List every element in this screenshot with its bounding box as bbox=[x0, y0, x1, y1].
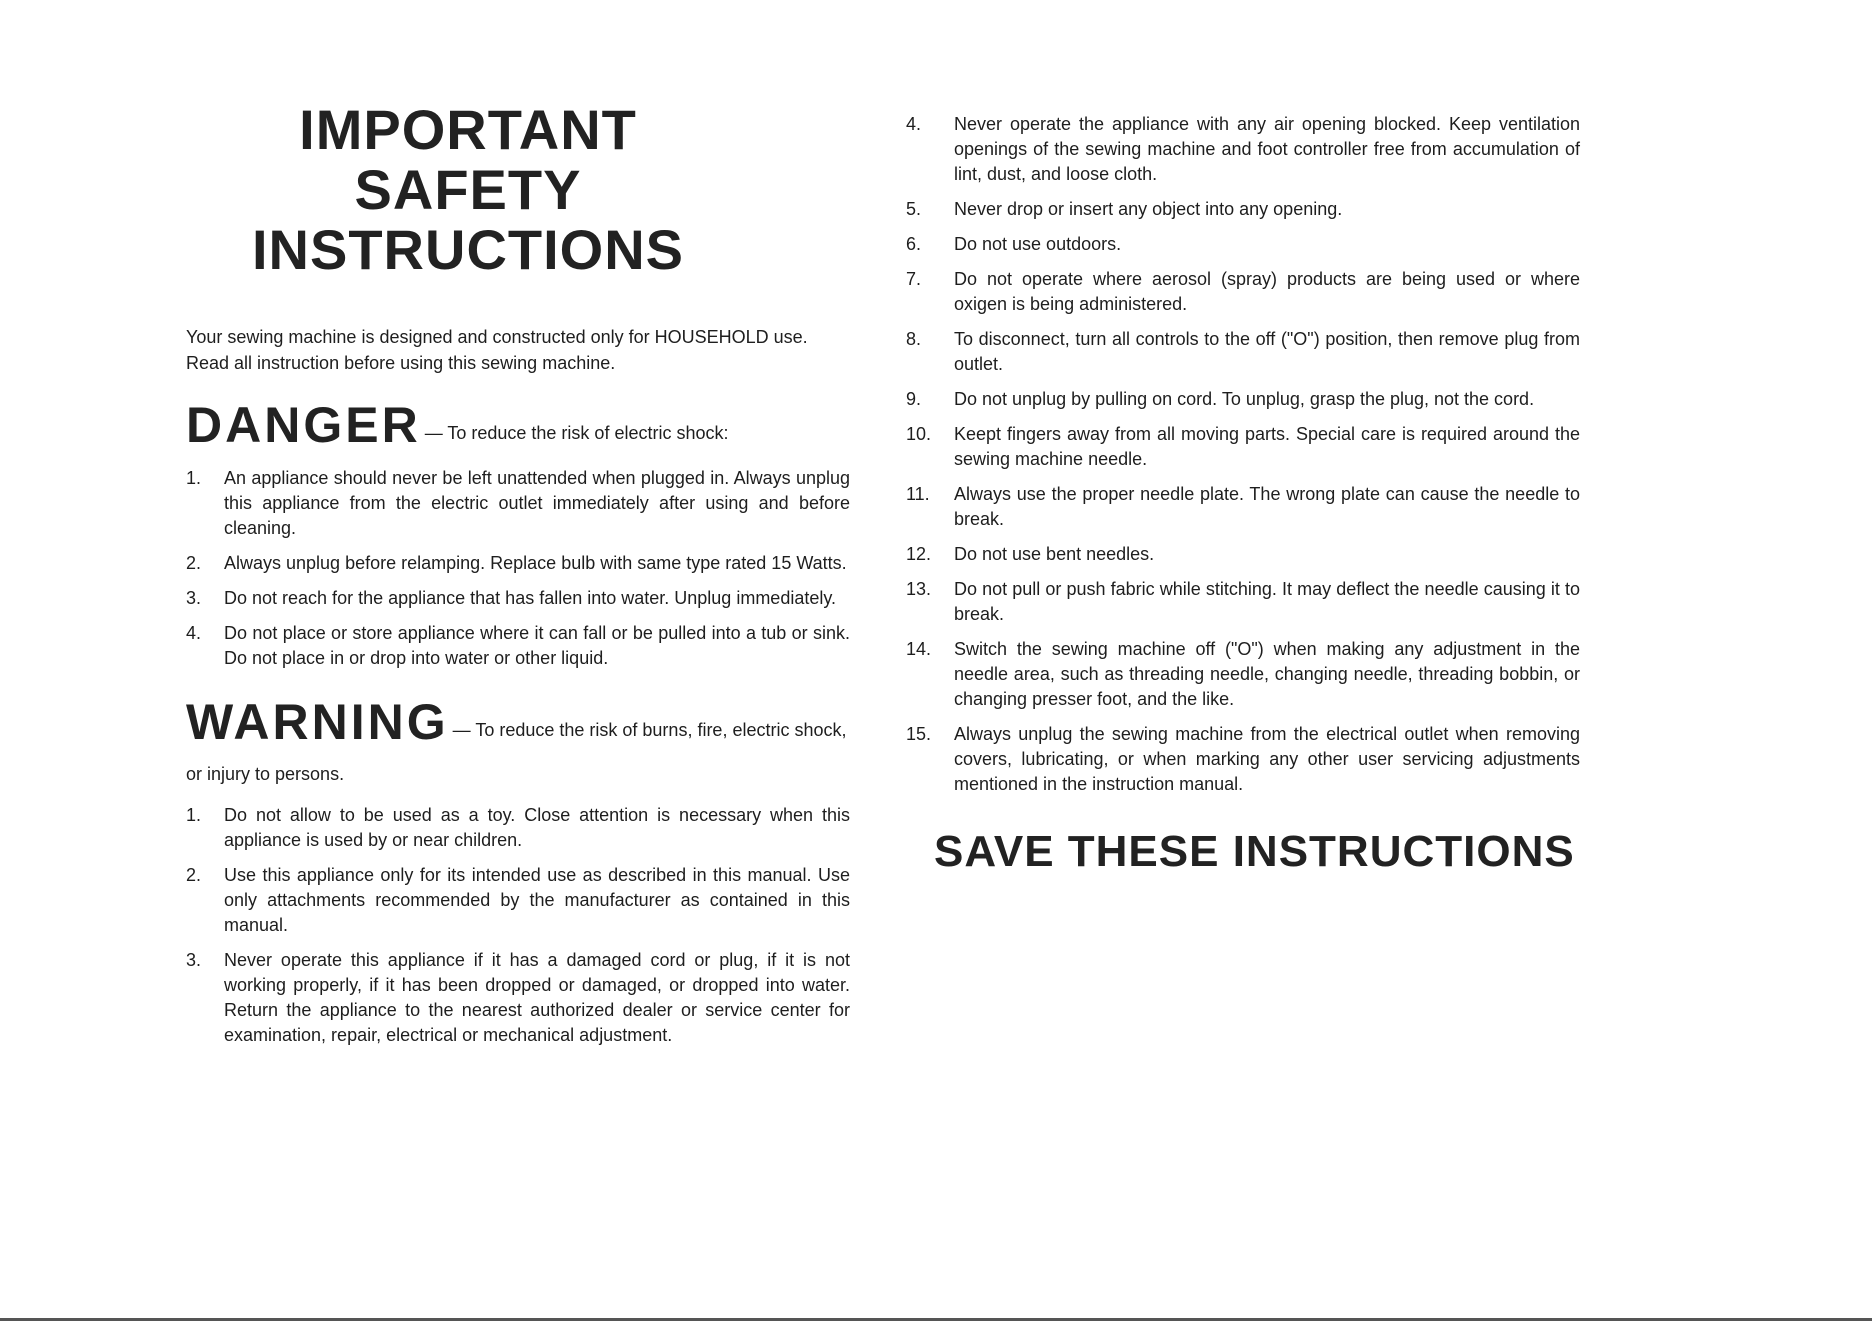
item-number: 8. bbox=[906, 329, 922, 349]
item-number: 3. bbox=[186, 588, 202, 608]
item-number: 14. bbox=[906, 639, 932, 659]
item-text: Use this appliance only for its intended use as described in this manual. Use only attachments recommended by the manufacturer as contained in this manual. bbox=[224, 865, 850, 935]
item-text: Do not operate where aerosol (spray) products are being used or where oxigen is being administered. bbox=[954, 269, 1580, 314]
danger-heading bbox=[186, 397, 850, 453]
item-text: Do not use outdoors. bbox=[954, 234, 1122, 254]
warning-section bbox=[186, 694, 850, 1048]
bottom-edge-line bbox=[0, 1318, 1872, 1321]
list-item bbox=[186, 586, 850, 611]
danger-list bbox=[186, 466, 850, 671]
item-text: Keept fingers away from all moving parts. Special care is required around the sewing machine needle. bbox=[954, 424, 1580, 469]
list-item bbox=[906, 112, 1580, 187]
item-number: 13. bbox=[906, 579, 932, 599]
intro-line-2: Read all instruction before using this sewing machine. bbox=[186, 353, 616, 373]
item-number: 4. bbox=[906, 114, 922, 134]
list-item bbox=[186, 621, 850, 671]
list-item bbox=[906, 387, 1580, 412]
danger-word: DANGER bbox=[186, 397, 421, 453]
warning-list-continued bbox=[906, 112, 1580, 797]
right-column bbox=[906, 112, 1580, 877]
save-instructions-heading: SAVE THESE INSTRUCTIONS bbox=[934, 827, 1575, 876]
list-item bbox=[906, 232, 1580, 257]
list-item bbox=[906, 197, 1580, 222]
item-number: 6. bbox=[906, 234, 922, 254]
list-item bbox=[186, 466, 850, 541]
warning-heading bbox=[186, 694, 850, 750]
item-text: Do not allow to be used as a toy. Close attention is necessary when this appliance is used by or near children. bbox=[224, 805, 850, 850]
title-line-2: INSTRUCTIONS bbox=[252, 218, 684, 281]
item-text: An appliance should never be left unattended when plugged in. Always unplug this appliance from the electric outlet immediately after using and before cleaning. bbox=[224, 468, 850, 538]
danger-subtitle: — To reduce the risk of electric shock: bbox=[424, 423, 729, 443]
list-item bbox=[186, 551, 850, 576]
warning-subtitle: — To reduce the risk of burns, fire, electric shock, bbox=[452, 720, 847, 740]
list-item bbox=[906, 422, 1580, 472]
item-number: 15. bbox=[906, 724, 932, 744]
warning-word: WARNING bbox=[186, 694, 449, 750]
page-title bbox=[228, 100, 708, 280]
warning-subtitle-continued: or injury to persons. bbox=[186, 764, 345, 784]
list-item bbox=[906, 577, 1580, 627]
item-text: Always unplug before relamping. Replace bulb with same type rated 15 Watts. bbox=[224, 553, 847, 573]
list-item bbox=[906, 542, 1580, 567]
item-text: Do not place or store appliance where it can fall or be pulled into a tub or sink. Do not place in or drop into water or other liquid. bbox=[224, 623, 850, 668]
item-number: 2. bbox=[186, 865, 202, 885]
danger-section bbox=[186, 397, 850, 671]
item-text: Never drop or insert any object into any opening. bbox=[954, 199, 1343, 219]
item-text: Switch the sewing machine off ("O") when making any adjustment in the needle area, such as threading needle, changing needle, threading bobbin, or changing presser foot, and the like. bbox=[954, 639, 1580, 709]
list-item bbox=[906, 327, 1580, 377]
intro-line-1: Your sewing machine is designed and constructed only for HOUSEHOLD use. bbox=[186, 327, 808, 347]
item-number: 2. bbox=[186, 553, 202, 573]
item-number: 10. bbox=[906, 424, 932, 444]
item-number: 3. bbox=[186, 950, 202, 970]
item-text: Never operate this appliance if it has a damaged cord or plug, if it is not working properly, if it has been dropped or damaged, or dropped into water. Return the appliance to the nearest authorized dealer or service center for examination, repair, electrical or mechanical adjustment. bbox=[224, 950, 850, 1045]
item-text: Never operate the appliance with any air opening blocked. Keep ventilation openings of the sewing machine and foot controller free from accumulation of lint, dust, and loose cloth. bbox=[954, 114, 1580, 184]
warning-list bbox=[186, 803, 850, 1048]
list-item bbox=[906, 482, 1580, 532]
list-item bbox=[186, 948, 850, 1048]
left-column bbox=[186, 100, 850, 1058]
item-text: Always unplug the sewing machine from the electrical outlet when removing covers, lubricating, or when marking any other user servicing adjustments mentioned in the instruction manual. bbox=[954, 724, 1580, 794]
item-number: 12. bbox=[906, 544, 932, 564]
item-text: Do not reach for the appliance that has fallen into water. Unplug immediately. bbox=[224, 588, 837, 608]
item-number: 4. bbox=[186, 623, 202, 643]
item-number: 7. bbox=[906, 269, 922, 289]
item-number: 11. bbox=[906, 484, 930, 504]
list-item bbox=[186, 803, 850, 853]
item-text: To disconnect, turn all controls to the off ("O") position, then remove plug from outlet. bbox=[954, 329, 1580, 374]
title-line-1: IMPORTANT SAFETY bbox=[299, 98, 637, 221]
item-text: Do not use bent needles. bbox=[954, 544, 1155, 564]
item-number: 1. bbox=[186, 805, 202, 825]
item-text: Do not pull or push fabric while stitching. It may deflect the needle causing it to break. bbox=[954, 579, 1580, 624]
list-item bbox=[186, 863, 850, 938]
item-number: 9. bbox=[906, 389, 922, 409]
intro-paragraph bbox=[186, 324, 850, 376]
item-number: 5. bbox=[906, 199, 922, 219]
list-item bbox=[906, 267, 1580, 317]
list-item bbox=[906, 637, 1580, 712]
item-number: 1. bbox=[186, 468, 202, 488]
list-item bbox=[906, 722, 1580, 797]
item-text: Always use the proper needle plate. The wrong plate can cause the needle to break. bbox=[954, 484, 1580, 529]
item-text: Do not unplug by pulling on cord. To unplug, grasp the plug, not the cord. bbox=[954, 389, 1535, 409]
